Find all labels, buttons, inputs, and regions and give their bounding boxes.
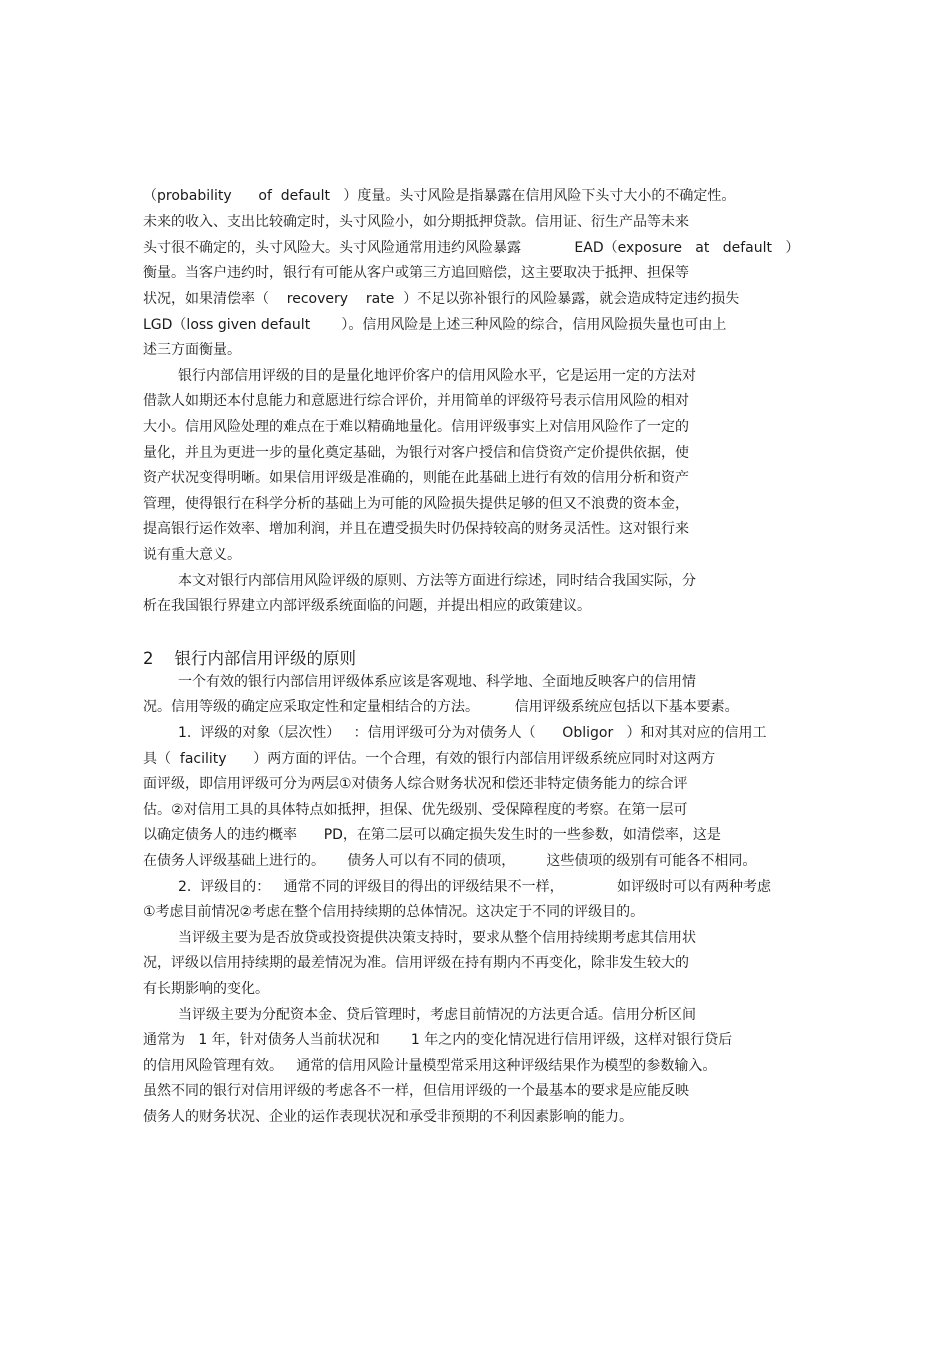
text-line: 在债务人评级基础上进行的。 债务人可以有不同的债项， 这些债项的级别有可能各不相同。	[143, 853, 757, 869]
text-line: 当评级主要为是否放贷或投资提供决策支持时，要求从整个信用持续期考虑其信用状	[178, 930, 696, 946]
text-line: 银行内部信用评级的目的是量化地评价客户的信用风险水平，它是运用一定的方法对	[178, 368, 696, 384]
text-line: 虽然不同的银行对信用评级的考虑各不一样，但信用评级的一个最基本的要求是应能反映	[143, 1083, 689, 1099]
text-line: 大小。信用风险处理的难点在于难以精确地量化。信用评级事实上对信用风险作了一定的	[143, 419, 689, 435]
text-line: 析在我国银行界建立内部评级系统面临的问题，并提出相应的政策建议。	[143, 598, 591, 614]
text-line: 提高银行运作效率、增加利润，并且在遭受损失时仍保持较高的财务灵活性。这对银行来	[143, 521, 689, 537]
text-line: 状况，如果清偿率（ recovery rate ）不足以弥补银行的风险暴露，就会造成特定违约损失	[143, 291, 740, 307]
text-line: 估。②对信用工具的具体特点如抵押，担保、优先级别、受保障程度的考察。在第一层可	[143, 802, 688, 818]
text-line: 资产状况变得明晰。如果信用评级是准确的，则能在此基础上进行有效的信用分析和资产	[143, 470, 689, 486]
text-line: 况。信用等级的确定应采取定性和定量相结合的方法。 信用评级系统应包括以下基本要素。	[143, 699, 739, 715]
text-line: 述三方面衡量。	[143, 342, 241, 358]
text-line: 债务人的财务状况、企业的运作表现状况和承受非预期的不利因素影响的能力。	[143, 1109, 633, 1125]
text-line: 量化，并且为更进一步的量化奠定基础，为银行对客户授信和信贷资产定价提供依据，使	[143, 445, 689, 461]
text-line: 借款人如期还本付息能力和意愿进行综合评价，并用简单的评级符号表示信用风险的相对	[143, 393, 689, 409]
text-line: 1. 评级的对象（层次性） ：信用评级可分为对债务人（ Obligor ）和对其对应的信用工	[178, 725, 767, 741]
text-line: 说有重大意义。	[143, 547, 241, 563]
text-line: 衡量。当客户违约时，银行有可能从客户或第三方追回赔偿，这主要取决于抵押、担保等	[143, 265, 689, 281]
text-line: 未来的收入、支出比较确定时，头寸风险小，如分期抵押贷款。信用证、衍生产品等未来	[143, 214, 689, 230]
section-heading: 2 银行内部信用评级的原则	[143, 649, 356, 668]
text-line: 的信用风险管理有效。 通常的信用风险计量模型常采用这种评级结果作为模型的参数输入。	[143, 1058, 717, 1074]
text-line: 以确定债务人的违约概率 PD，在第二层可以确定损失发生时的一些参数，如清偿率，这是	[143, 827, 721, 843]
text-line: （probability of default ）度量。头寸风险是指暴露在信用风险下头寸大小的不确定性。	[143, 188, 736, 204]
text-line: 2. 评级目的： 通常不同的评级目的得出的评级结果不一样， 如评级时可以有两种考虑	[178, 879, 772, 895]
text-line: 本文对银行内部信用风险评级的原则、方法等方面进行综述，同时结合我国实际，分	[178, 573, 696, 589]
text-line: LGD（loss given default ）。信用风险是上述三种风险的综合，信用风险损失量也可由上	[143, 317, 727, 333]
text-line: 有长期影响的变化。	[143, 981, 269, 997]
text-line: 一个有效的银行内部信用评级体系应该是客观地、科学地、全面地反映客户的信用情	[178, 674, 696, 690]
text-line: 面评级，即信用评级可分为两层①对债务人综合财务状况和偿还非特定债务能力的综合评	[143, 776, 688, 792]
text-line: 况，评级以信用持续期的最差情况为准。信用评级在持有期内不再变化，除非发生较大的	[143, 955, 689, 971]
text-line: 当评级主要为分配资本金、贷后管理时，考虑目前情况的方法更合适。信用分析区间	[178, 1007, 696, 1023]
text-line: 头寸很不确定的，头寸风险大。头寸风险通常用违约风险暴露 EAD（exposure at default ）	[143, 240, 800, 256]
text-line: 具（ facility ）两方面的评估。一个合理，有效的银行内部信用评级系统应同时对这两方	[143, 751, 716, 767]
text-line: ①考虑目前情况②考虑在整个信用持续期的总体情况。这决定于不同的评级目的。	[143, 904, 645, 920]
text-line: 通常为 1 年，针对债务人当前状况和 1 年之内的变化情况进行信用评级，这样对银行贷后	[143, 1032, 733, 1048]
text-line: 管理，使得银行在科学分析的基础上为可能的风险损失提供足够的但又不浪费的资本金，	[143, 496, 689, 512]
